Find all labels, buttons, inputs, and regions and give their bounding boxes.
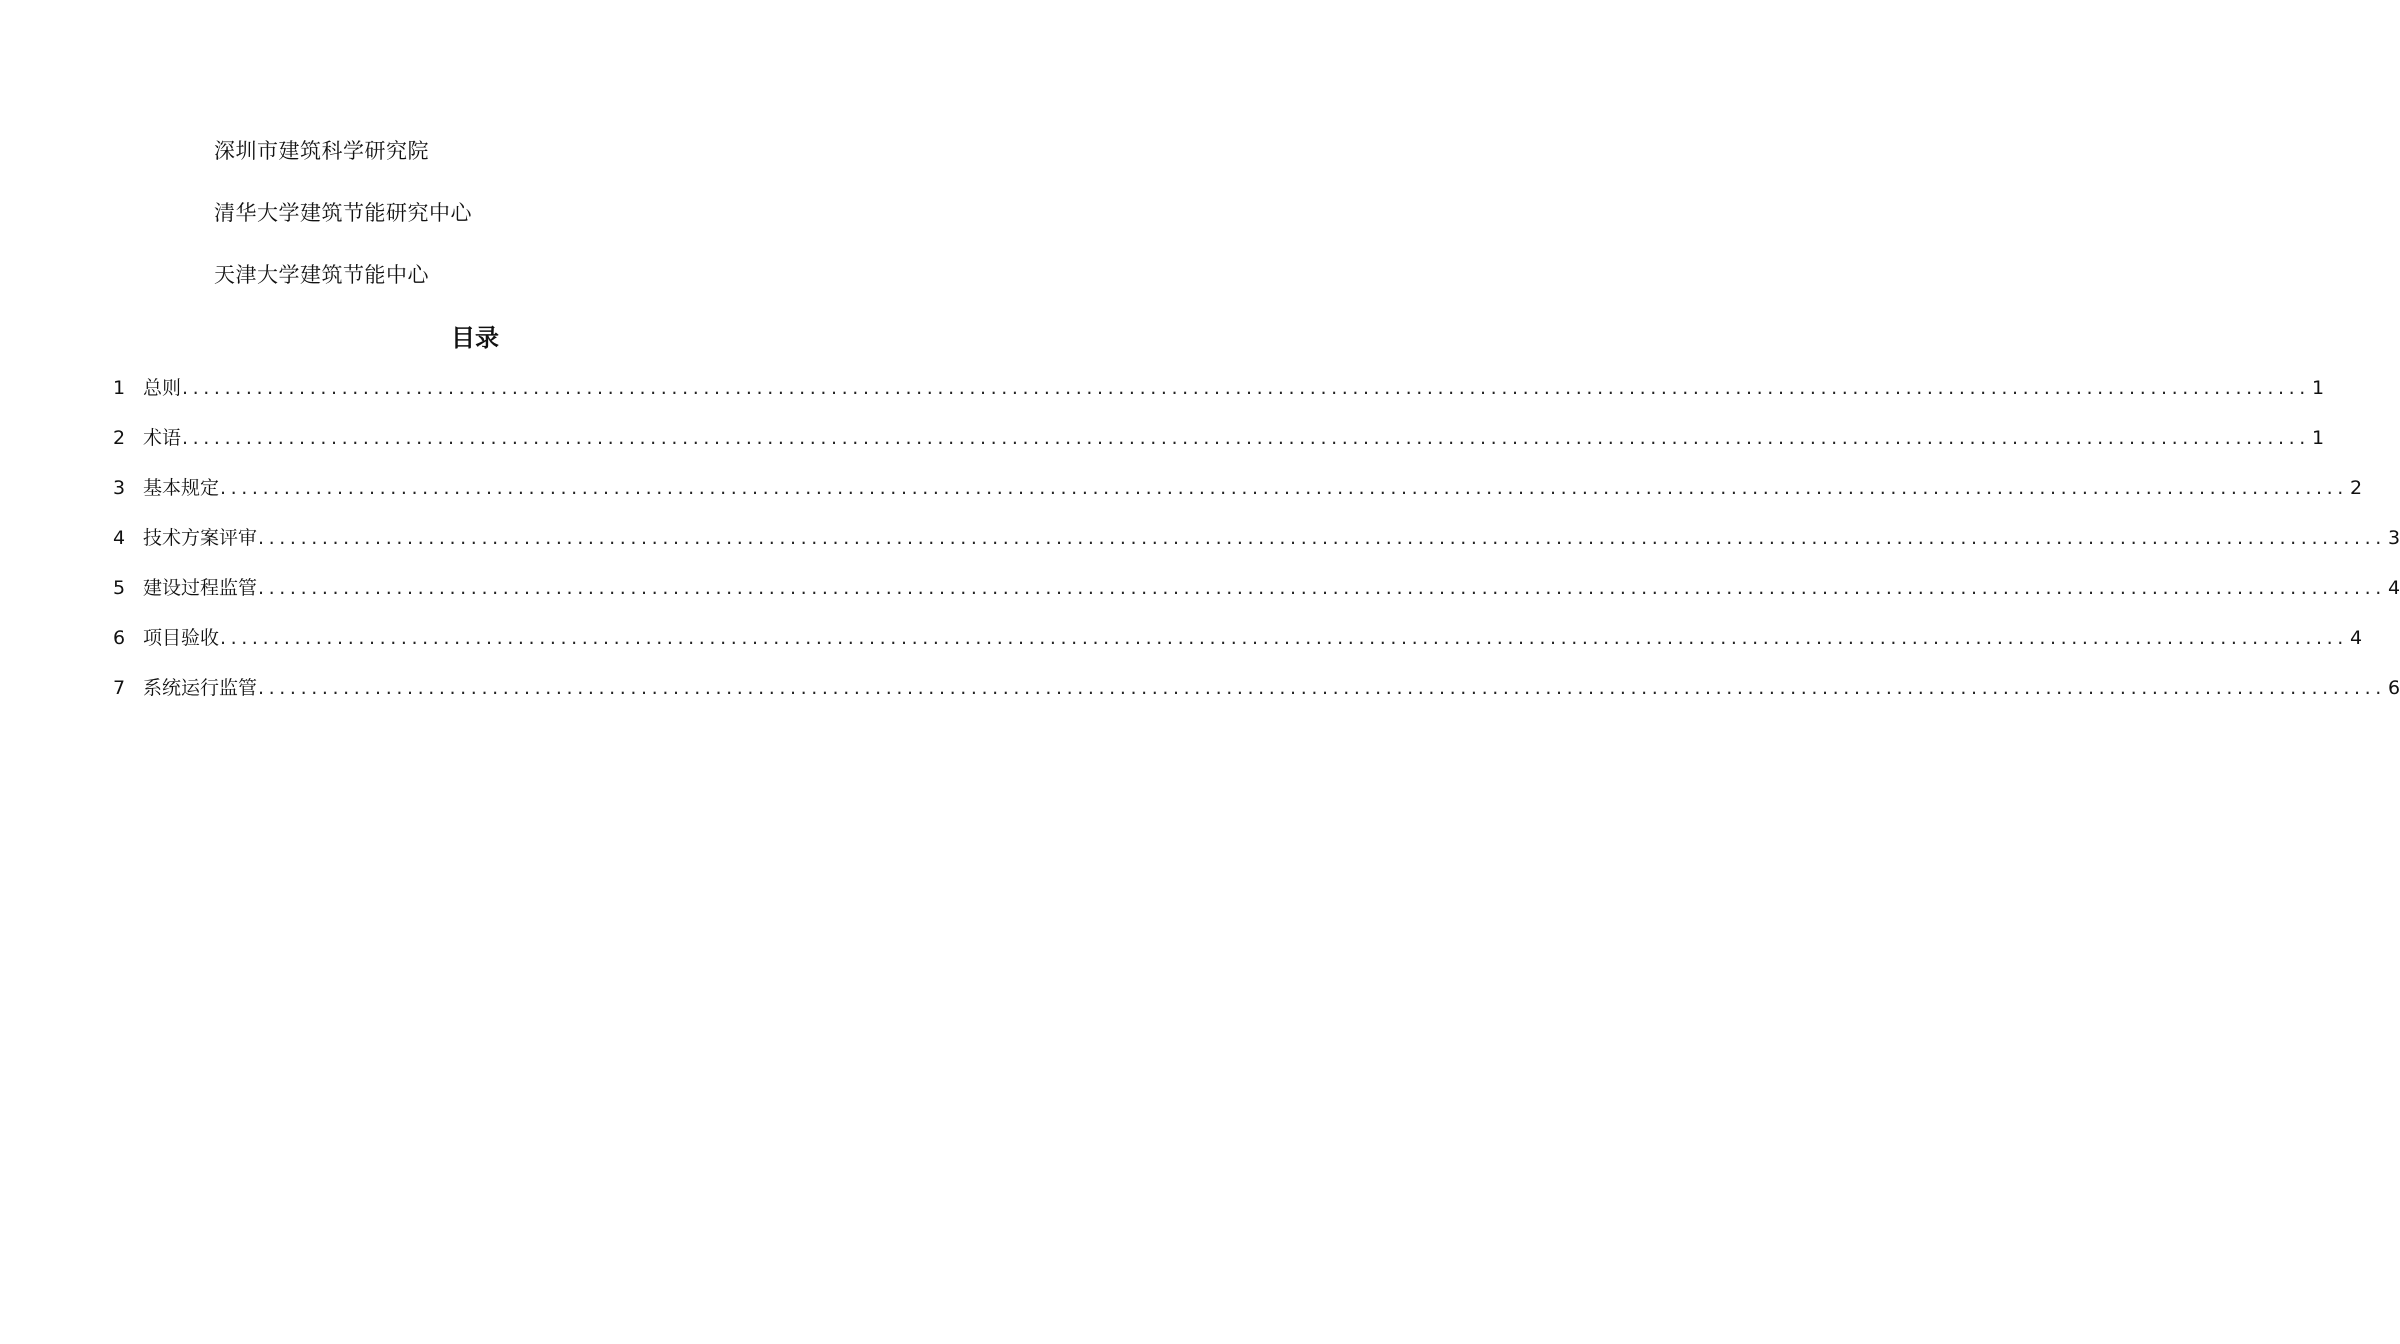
toc-entry-label: 项目验收 xyxy=(143,627,220,649)
toc-entry[interactable] xyxy=(113,524,2400,574)
toc-dot-leader: ........................................................................................................................................................................................................ xyxy=(258,677,2386,699)
toc-dot-leader: ........................................................................................................................................................................................................ xyxy=(182,377,2310,399)
organization-name: 天津大学建筑节能中心 xyxy=(214,263,429,287)
toc-title: 目录 xyxy=(451,324,499,352)
toc-entry-page: 4 xyxy=(2387,577,2400,599)
toc-entry[interactable] xyxy=(113,574,2400,624)
toc-dot-leader: ........................................................................................................................................................................................................ xyxy=(258,577,2386,599)
organization-name: 深圳市建筑科学研究院 xyxy=(214,139,429,163)
table-of-contents xyxy=(113,374,2400,724)
toc-entry-label: 基本规定 xyxy=(143,477,220,499)
toc-entry-page: 3 xyxy=(2387,527,2400,549)
toc-entry[interactable] xyxy=(113,624,2363,674)
toc-entry-label: 系统运行监管 xyxy=(143,677,258,699)
toc-entry-number: 3 xyxy=(113,477,126,499)
toc-dot-leader: ........................................................................................................................................................................................................ xyxy=(258,527,2386,549)
toc-entry-label: 总则 xyxy=(143,377,182,399)
organization-name: 清华大学建筑节能研究中心 xyxy=(214,201,472,225)
toc-entry-page: 6 xyxy=(2387,677,2400,699)
toc-entry[interactable] xyxy=(113,424,2325,474)
toc-dot-leader: ........................................................................................................................................................................................................ xyxy=(182,427,2310,449)
toc-entry-label: 技术方案评审 xyxy=(143,527,258,549)
toc-entry-label: 术语 xyxy=(143,427,182,449)
toc-entry-label: 建设过程监管 xyxy=(143,577,258,599)
toc-entry-number: 6 xyxy=(113,627,126,649)
toc-entry-number: 1 xyxy=(113,377,126,399)
toc-entry-page: 2 xyxy=(2349,477,2363,499)
toc-dot-leader: ........................................................................................................................................................................................................ xyxy=(220,627,2348,649)
toc-entry-page: 4 xyxy=(2349,627,2363,649)
toc-dot-leader: ........................................................................................................................................................................................................ xyxy=(220,477,2348,499)
toc-entry-number: 5 xyxy=(113,577,126,599)
toc-entry[interactable] xyxy=(113,674,2400,724)
toc-entry-page: 1 xyxy=(2311,427,2325,449)
toc-entry-number: 2 xyxy=(113,427,126,449)
toc-entry[interactable] xyxy=(113,374,2325,424)
toc-entry-number: 7 xyxy=(113,677,126,699)
toc-entry-page: 1 xyxy=(2311,377,2325,399)
toc-entry-number: 4 xyxy=(113,527,126,549)
toc-entry[interactable] xyxy=(113,474,2363,524)
